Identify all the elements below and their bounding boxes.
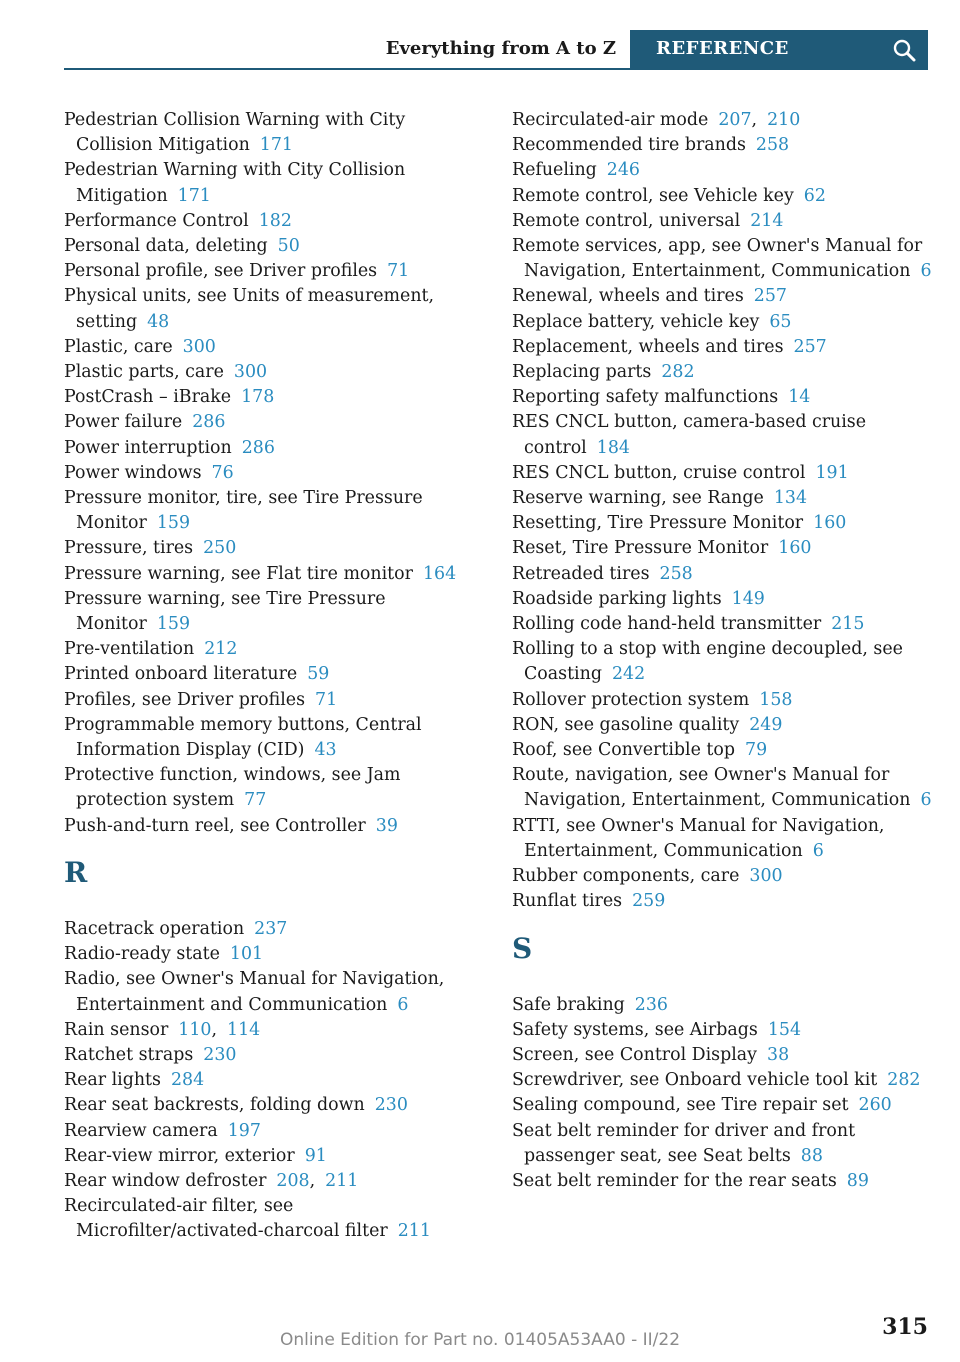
page-link[interactable]: 62 <box>803 185 826 206</box>
index-term: Recirculated-air mode <box>512 110 709 130</box>
index-entry <box>512 637 932 687</box>
index-term: Resetting, Tire Pressure Monitor <box>512 513 804 534</box>
index-term: Programmable memory buttons, Central Information Display (CID) <box>64 714 422 761</box>
index-term: Sealing compound, see Tire repair set <box>512 1095 849 1116</box>
page-link[interactable]: 89 <box>846 1170 869 1191</box>
page-link[interactable]: 210 <box>767 110 801 130</box>
index-term: Rain sensor <box>64 1019 169 1040</box>
page-link[interactable]: 257 <box>793 336 827 357</box>
index-term: Screwdriver, see Onboard vehicle tool kit <box>512 1070 878 1091</box>
index-term: Reset, Tire Pressure Monitor <box>512 538 769 559</box>
page-link[interactable]: 284 <box>170 1070 205 1091</box>
index-term: Pre-ventilation <box>64 639 195 660</box>
index-term: Safety systems, see Airbags <box>512 1019 758 1040</box>
index-entry <box>512 461 932 486</box>
index-term: Runflat tires <box>512 891 623 912</box>
index-term: Refueling <box>512 160 597 181</box>
index-entry <box>64 259 484 284</box>
page-link[interactable]: 158 <box>759 689 793 710</box>
page-link[interactable]: 160 <box>778 538 812 559</box>
page-link[interactable]: 250 <box>203 538 237 559</box>
page-link[interactable]: 164 <box>422 563 457 584</box>
index-entry <box>512 612 932 637</box>
index-term: Rearview camera <box>64 1120 218 1141</box>
index-entry <box>512 360 932 385</box>
search-icon[interactable] <box>892 38 916 62</box>
page-link[interactable]: 79 <box>745 740 768 761</box>
page-link[interactable]: 249 <box>749 714 783 735</box>
page-link[interactable]: 101 <box>229 944 264 965</box>
page-link[interactable]: 282 <box>887 1070 921 1091</box>
index-entry <box>512 1043 932 1068</box>
index-entry <box>64 410 484 435</box>
index-term: Renewal, wheels and tires <box>512 286 744 307</box>
header-rule <box>64 68 928 70</box>
page-separator: , <box>309 1170 316 1191</box>
index-entry <box>512 864 932 889</box>
page-link[interactable]: 171 <box>177 185 211 206</box>
index-term: Rear window defroster <box>64 1170 267 1191</box>
index-entry <box>64 688 484 713</box>
index-term: Reserve warning, see Range <box>512 488 764 509</box>
index-term: Recirculated-air filter, see Microfilter/activated-charcoal filter <box>64 1196 388 1242</box>
page-separator: , <box>211 1019 218 1040</box>
index-term: Replacing parts <box>512 362 652 383</box>
page-link[interactable]: 114 <box>227 1019 261 1040</box>
index-entry <box>64 108 484 158</box>
index-entry <box>512 410 932 460</box>
index-term: PostCrash – iBrake <box>64 387 232 408</box>
index-entry <box>64 335 484 360</box>
index-term: Pedestrian Warning with City Collision Mitigation <box>64 160 406 206</box>
index-term: Ratchet straps <box>64 1044 194 1065</box>
index-entry <box>512 763 932 813</box>
index-entry <box>64 942 484 967</box>
index-entry <box>64 637 484 662</box>
index-term: Seat belt reminder for the rear seats <box>512 1170 837 1191</box>
page-link[interactable]: 286 <box>241 437 275 458</box>
index-entry <box>512 1093 932 1118</box>
index-entry <box>512 335 932 360</box>
index-entry <box>512 814 932 864</box>
index-entry <box>512 536 932 561</box>
index-entry <box>512 209 932 234</box>
index-term: Rollover protection system <box>512 689 750 710</box>
index-term: Plastic, care <box>64 336 173 357</box>
index-entry <box>64 284 484 334</box>
page-link[interactable]: 65 <box>769 311 792 332</box>
index-term: Safe braking <box>512 994 625 1015</box>
page-link[interactable]: 88 <box>800 1145 823 1166</box>
page-link[interactable]: 258 <box>755 135 790 156</box>
index-term: Protective function, windows, see Jam protection system <box>64 765 401 811</box>
index-term: Seat belt reminder for driver and front passenger seat, see Seat belts <box>512 1120 856 1166</box>
index-entry <box>512 158 932 183</box>
index-entry <box>64 1119 484 1144</box>
page-link[interactable]: 77 <box>244 790 267 811</box>
header-title: Everything from A to Z <box>385 38 616 59</box>
page-link[interactable]: 214 <box>750 210 784 231</box>
page-separator: , <box>751 110 758 130</box>
index-entry <box>512 1068 932 1093</box>
page-link[interactable]: 184 <box>596 437 630 458</box>
index-term: Power interruption <box>64 437 232 458</box>
page-link[interactable]: 171 <box>259 135 293 156</box>
index-entry <box>512 133 932 158</box>
page-link[interactable]: 197 <box>227 1120 261 1141</box>
page-link[interactable]: 300 <box>182 336 216 357</box>
index-entry <box>64 1043 484 1068</box>
page-link[interactable]: 257 <box>753 286 787 307</box>
index-entry <box>64 1068 484 1093</box>
page-link[interactable]: 191 <box>815 462 849 483</box>
page-link[interactable]: 59 <box>307 664 330 685</box>
page-link[interactable]: 14 <box>788 387 811 408</box>
index-entry <box>64 234 484 259</box>
index-column-left <box>64 108 484 1245</box>
index-entry <box>64 1093 484 1118</box>
index-term: Retreaded tires <box>512 563 650 584</box>
index-entry <box>64 461 484 486</box>
index-term: Replace battery, vehicle key <box>512 311 760 332</box>
reference-tab[interactable] <box>630 30 928 70</box>
index-term: Push-and-turn reel, see Controller <box>64 815 366 836</box>
index-term: Pressure monitor, tire, see Tire Pressure Monitor <box>64 488 423 534</box>
page-link[interactable]: 178 <box>241 387 275 408</box>
page-link[interactable]: 300 <box>233 362 268 383</box>
page-link[interactable]: 149 <box>731 588 765 609</box>
index-term: Radio-ready state <box>64 944 220 965</box>
index-entry <box>512 587 932 612</box>
page-link[interactable]: 230 <box>374 1095 408 1116</box>
page-link[interactable]: 211 <box>325 1170 359 1191</box>
page-link[interactable]: 91 <box>304 1145 327 1166</box>
index-term: Rear lights <box>64 1070 161 1091</box>
index-entry <box>64 967 484 1017</box>
index-entry <box>64 814 484 839</box>
index-term: Personal data, deleting <box>64 236 268 257</box>
page-link[interactable]: 48 <box>147 311 170 332</box>
index-term: Rolling to a stop with engine decoupled, see Coasting <box>512 639 903 685</box>
index-term: Personal profile, see Driver profiles <box>64 261 378 282</box>
index-entry <box>64 662 484 687</box>
index-entry <box>64 360 484 385</box>
index-entry <box>64 917 484 942</box>
page-link[interactable]: 182 <box>258 210 292 231</box>
index-term: RON, see gasoline quality <box>512 714 740 735</box>
index-column-right <box>512 108 932 1194</box>
index-term: Recommended tire brands <box>512 135 746 156</box>
index-entry <box>512 1169 932 1194</box>
index-entry <box>64 1169 484 1194</box>
index-entry <box>64 536 484 561</box>
page-link[interactable]: 211 <box>397 1221 431 1242</box>
index-entry <box>64 713 484 763</box>
page-link[interactable]: 230 <box>203 1044 237 1065</box>
index-term: Rolling code hand-held transmitter <box>512 614 822 635</box>
index-term: Radio, see Owner's Manual for Navigation, Entertainment and Communication <box>64 969 445 1015</box>
index-term: Remote control, see Vehicle key <box>512 185 794 206</box>
page-link[interactable]: 71 <box>387 261 410 282</box>
index-entry <box>64 385 484 410</box>
index-term: RES CNCL button, camera-based cruise control <box>512 412 867 458</box>
page-link[interactable]: 134 <box>773 488 808 509</box>
page-link[interactable]: 6 <box>920 790 932 811</box>
page-link[interactable]: 286 <box>192 412 226 433</box>
page-link[interactable]: 6 <box>397 994 409 1015</box>
page-link[interactable]: 71 <box>315 689 338 710</box>
index-entry <box>64 209 484 234</box>
index-entry <box>512 1018 932 1043</box>
index-entry <box>512 385 932 410</box>
page-link[interactable]: 6 <box>920 261 932 282</box>
index-entry <box>64 158 484 208</box>
page-link[interactable]: 76 <box>211 462 234 483</box>
index-entry <box>512 889 932 914</box>
page-link[interactable]: 43 <box>314 740 337 761</box>
reference-tab-label: REFERENCE <box>656 38 789 59</box>
index-entry <box>64 436 484 461</box>
index-term: Physical units, see Units of measurement, setting <box>64 286 435 332</box>
index-term: Pressure warning, see Tire Pressure Monitor <box>64 588 386 635</box>
index-entry <box>512 1119 932 1169</box>
page-link[interactable]: 258 <box>659 563 693 584</box>
page-link[interactable]: 110 <box>178 1019 212 1040</box>
index-entry <box>512 993 932 1018</box>
page-link[interactable]: 38 <box>767 1044 790 1065</box>
index-term: Pressure, tires <box>64 538 194 559</box>
page-link[interactable]: 50 <box>277 236 300 257</box>
section-letter: R <box>64 855 88 889</box>
index-term: Rubber components, care <box>512 866 740 887</box>
index-entry <box>512 234 932 284</box>
index-entry <box>512 511 932 536</box>
index-entry <box>512 310 932 335</box>
page-link[interactable]: 282 <box>661 362 695 383</box>
index-entry <box>512 688 932 713</box>
page-link[interactable]: 207 <box>718 110 752 130</box>
index-term: Plastic parts, care <box>64 362 224 383</box>
page-link[interactable]: 39 <box>375 815 398 836</box>
page-link[interactable]: 159 <box>156 614 191 635</box>
index-term: Pedestrian Collision Warning with City Collision Mitigation <box>64 110 406 156</box>
page-header <box>64 30 928 70</box>
index-entry <box>64 587 484 637</box>
index-term: Roadside parking lights <box>512 588 722 609</box>
page-link[interactable]: 6 <box>812 840 824 861</box>
page-link[interactable]: 154 <box>767 1019 802 1040</box>
index-term: Remote services, app, see Owner's Manual for Navigation, Entertainment, Communication <box>512 236 923 282</box>
page-link[interactable]: 215 <box>831 614 865 635</box>
index-term: Power windows <box>64 462 202 483</box>
page-link[interactable]: 160 <box>813 513 847 534</box>
index-entry <box>512 184 932 209</box>
footer-edition: Online Edition for Part no. 01405A53AA0 - II/22 <box>279 1330 681 1350</box>
index-term: Screen, see Control Display <box>512 1044 757 1065</box>
page-link[interactable]: 237 <box>254 918 288 939</box>
index-term: Power failure <box>64 412 183 433</box>
page-link[interactable]: 159 <box>156 513 191 534</box>
index-entry <box>64 1018 484 1043</box>
index-entry <box>512 713 932 738</box>
index-term: Profiles, see Driver profiles <box>64 689 306 710</box>
index-term: RES CNCL button, cruise control <box>512 462 806 483</box>
index-entry <box>512 562 932 587</box>
index-entry <box>512 284 932 309</box>
index-term: Roof, see Convertible top <box>512 740 736 761</box>
page-link[interactable]: 259 <box>632 891 666 912</box>
index-entry <box>512 486 932 511</box>
page-number: 315 <box>882 1314 928 1340</box>
page-link[interactable]: 300 <box>749 866 783 887</box>
index-entry <box>512 108 932 133</box>
page-link[interactable]: 208 <box>276 1170 310 1191</box>
index-entry <box>64 562 484 587</box>
index-entry <box>64 1194 484 1244</box>
index-term: Route, navigation, see Owner's Manual for Navigation, Entertainment, Communication <box>512 765 911 811</box>
page-link[interactable]: 236 <box>634 994 668 1015</box>
page-link[interactable]: 212 <box>204 639 238 660</box>
index-entry <box>64 763 484 813</box>
index-term: Rear-view mirror, exterior <box>64 1145 295 1166</box>
page-link[interactable]: 246 <box>606 160 640 181</box>
index-term: RTTI, see Owner's Manual for Navigation, Entertainment, Communication <box>512 815 885 861</box>
index-term: Racetrack operation <box>64 918 245 939</box>
index-term: Rear seat backrests, folding down <box>64 1095 365 1116</box>
page-link[interactable]: 242 <box>611 664 646 685</box>
index-term: Pressure warning, see Flat tire monitor <box>64 563 413 584</box>
index-term: Remote control, universal <box>512 210 741 231</box>
index-term: Reporting safety malfunctions <box>512 387 779 408</box>
index-term: Performance Control <box>64 210 249 231</box>
index-entry <box>64 486 484 536</box>
index-term: Printed onboard literature <box>64 664 298 685</box>
index-entry <box>64 1144 484 1169</box>
section-letter: S <box>512 931 533 965</box>
index-term: Replacement, wheels and tires <box>512 336 784 357</box>
index-entry <box>512 738 932 763</box>
page-link[interactable]: 260 <box>858 1095 892 1116</box>
